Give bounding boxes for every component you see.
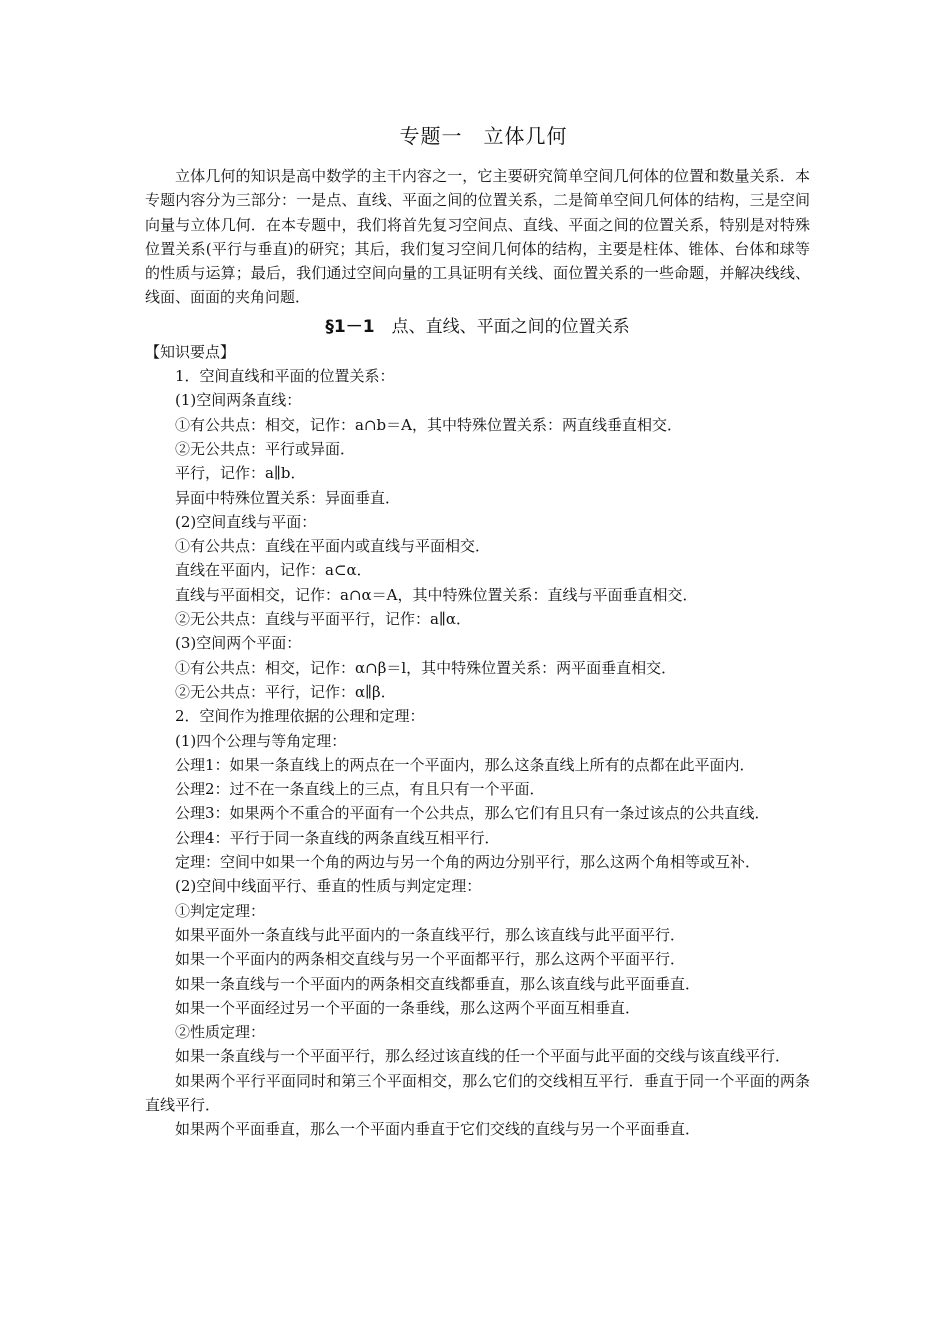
document-page [145, 124, 810, 1142]
text-line: ①有公共点：相交，记作：α∩β＝l，其中特殊位置关系：两平面垂直相交． [175, 658, 677, 677]
text-line: 公理1：如果一条直线上的两点在一个平面内，那么这条直线上所有的点都在此平面内． [175, 755, 755, 774]
text-line: 2．空间作为推理依据的公理和定理： [175, 707, 425, 726]
text-line: (1)四个公理与等角定理： [175, 731, 347, 750]
section-title-text: 点、直线、平面之间的位置关系 [374, 316, 630, 337]
text-line: ②无公共点：直线与平面平行，记作：a∥α． [175, 610, 472, 629]
text-line: 如果一个平面经过另一个平面的一条垂线，那么这两个平面互相垂直． [175, 998, 641, 1017]
text-line: 如果一个平面内的两条相交直线与另一个平面都平行，那么这两个平面平行． [175, 950, 686, 969]
text-line: (2)空间中线面平行、垂直的性质与判定定理： [175, 877, 482, 896]
text-line: ①有公共点：直线在平面内或直线与平面相交． [175, 537, 491, 556]
text-line: 公理2：过不在一条直线上的三点，有且只有一个平面． [175, 780, 545, 799]
text-line: 1．空间直线和平面的位置关系： [175, 367, 395, 386]
text-line: 异面中特殊位置关系：异面垂直． [175, 488, 401, 507]
text-line: (1)空间两条直线： [175, 391, 302, 410]
text-line: 直线在平面内，记作：a⊂α． [175, 561, 372, 580]
text-line: 直线与平面相交，记作：a∩α＝A，其中特殊位置关系：直线与平面垂直相交． [175, 585, 698, 604]
section-title [145, 314, 810, 340]
text-line: ①判定定理： [175, 901, 266, 920]
text-line: 定理：空间中如果一个角的两边与另一个角的两边分别平行，那么这两个角相等或互补． [175, 853, 761, 872]
text-line: ②无公共点：平行，记作：α∥β． [175, 682, 396, 701]
text-line: ②无公共点：平行或异面． [175, 439, 356, 458]
property-paragraph: 如果两个平行平面同时和第三个平面相交，那么它们的交线相互平行．垂直于同一个平面的两条直线平行． [145, 1071, 810, 1114]
axiom-3-paragraph: 公理3：如果两个不重合的平面有一个公共点，那么它们有且只有一条过该点的公共直线． [175, 804, 770, 823]
text-line: ①有公共点：相交，记作：a∩b＝A，其中特殊位置关系：两直线垂直相交． [175, 415, 682, 434]
text-line: (3)空间两个平面： [175, 634, 302, 653]
section-number: §1－1 [325, 316, 375, 337]
text-line: ②性质定理： [175, 1023, 266, 1042]
text-line: 如果一条直线与一个平面内的两条相交直线都垂直，那么该直线与此平面垂直． [175, 974, 701, 993]
text-line: (2)空间直线与平面： [175, 512, 317, 531]
text-line: 如果平面外一条直线与此平面内的一条直线平行，那么该直线与此平面平行． [175, 925, 686, 944]
property-paragraph: 如果一条直线与一个平面平行，那么经过该直线的任一个平面与此平面的交线与该直线平行． [175, 1047, 791, 1066]
property-paragraph: 如果两个平面垂直，那么一个平面内垂直于它们交线的直线与另一个平面垂直． [175, 1120, 701, 1139]
intro-paragraph: 立体几何的知识是高中数学的主干内容之一，它主要研究简单空间几何体的位置和数量关系．本专题内容分为三部分：一是点、直线、平面之间的位置关系，二是简单空间几何体的结构，三是空间向量与立体几何．在本专题中，我们将首先复习空间点、直线、平面之间的位置关系，特别是对特殊位置关系(平行与垂直)的研究；其后，我们复习空间几何体的结构，主要是柱体、锥体、台体和球等的性质与运算；最后，我们通过空间向量的工具证明有关线、面位置关系的一些命题，并解决线线、线面、面面的夹角问题． [145, 167, 810, 307]
text-line: 平行，记作：a∥b． [175, 464, 306, 483]
document-title: 专题一 立体几何 [399, 124, 568, 148]
text-line: 公理4：平行于同一条直线的两条直线互相平行． [175, 828, 500, 847]
knowledge-points-heading: 【知识要点】 [145, 342, 236, 361]
